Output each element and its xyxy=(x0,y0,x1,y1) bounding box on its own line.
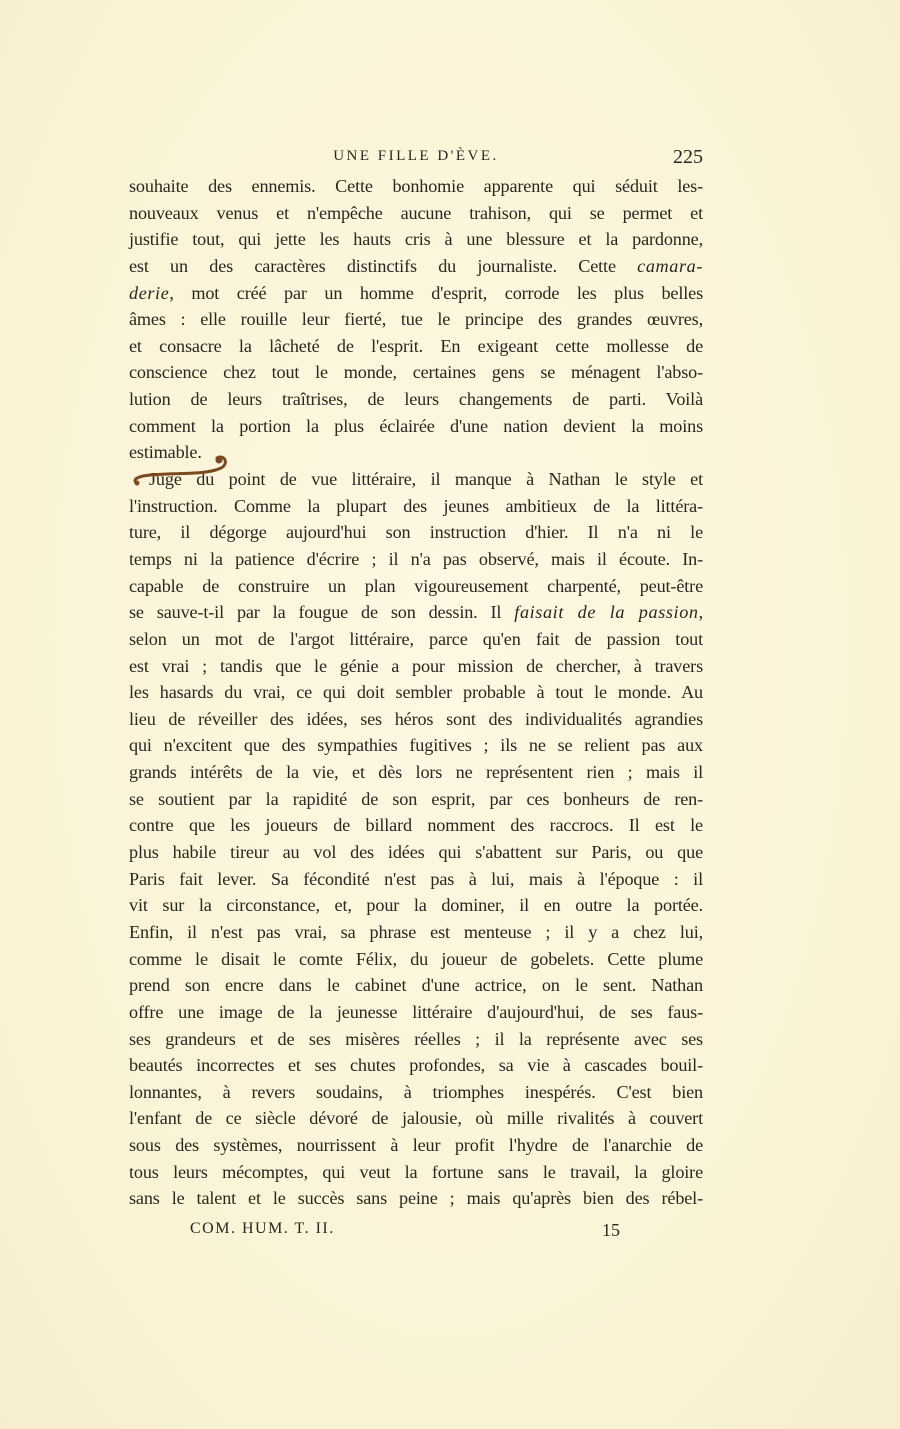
text-segment: est vrai ; tandis que le génie a pour mission de chercher, à travers xyxy=(129,655,703,676)
text-line xyxy=(129,226,703,253)
text-line xyxy=(129,386,703,413)
text-segment: plus habile tireur au vol des idées qui s'abattent sur Paris, ou que xyxy=(129,842,703,863)
text-segment: âmes : elle rouille leur fierté, tue le principe des grandes œuvres, xyxy=(129,309,703,330)
text-line xyxy=(129,173,703,200)
text-line xyxy=(129,519,703,546)
text-line xyxy=(129,1159,703,1186)
text-segment: lonnantes, à revers soudains, à triomphes inespérés. C'est bien xyxy=(129,1081,703,1102)
text-segment: Paris fait lever. Sa fécondité n'est pas à lui, mais à l'époque : il xyxy=(129,868,703,889)
text-line xyxy=(129,306,703,333)
text-line xyxy=(129,333,703,360)
text-segment: conscience chez tout le monde, certaines gens se ménagent l'abso- xyxy=(129,362,703,383)
text-line xyxy=(129,786,703,813)
text-segment: lution de leurs traîtrises, de leurs changements de parti. Voilà xyxy=(129,389,703,410)
text-segment: , mot créé par un homme d'esprit, corrode les plus belles xyxy=(169,282,703,303)
text-segment: l'instruction. Comme la plupart des jeunes ambitieux de la littéra- xyxy=(129,495,703,516)
text-line xyxy=(129,679,703,706)
text-line xyxy=(129,200,703,227)
text-line xyxy=(129,1105,703,1132)
text-line xyxy=(129,546,703,573)
text-line xyxy=(129,1026,703,1053)
text-segment: et consacre la lâcheté de l'esprit. En exigeant cette mollesse de xyxy=(129,335,703,356)
text-line xyxy=(129,839,703,866)
italic-text: derie xyxy=(129,282,170,303)
text-line xyxy=(129,653,703,680)
text-segment: Jugé du point de vue littéraire, il manque à Nathan le style et xyxy=(149,469,703,490)
text-line xyxy=(129,812,703,839)
text-line xyxy=(129,919,703,946)
text-line xyxy=(129,573,703,600)
text-line xyxy=(129,599,703,626)
text-line xyxy=(129,706,703,733)
text-segment: souhaite des ennemis. Cette bonhomie apparente qui séduit les- xyxy=(129,176,703,196)
text-segment: ture, il dégorge aujourd'hui son instruction d'hier. Il n'a ni le xyxy=(129,522,703,543)
text-segment: prend son encre dans le cabinet d'une actrice, on le sent. Nathan xyxy=(129,975,703,996)
text-line xyxy=(129,280,703,307)
text-segment: lieu de réveiller des idées, ses héros sont des individualités agrandies xyxy=(129,708,703,729)
text-segment: Enfin, il n'est pas vrai, sa phrase est menteuse ; il y a chez lui, xyxy=(129,921,703,942)
text-segment: capable de construire un plan vigoureusement charpenté, peut-être xyxy=(129,575,703,596)
sheet-number: 15 xyxy=(602,1220,620,1240)
text-line xyxy=(129,732,703,759)
text-line xyxy=(129,1132,703,1159)
text-segment: l'enfant de ce siècle dévoré de jalousie, où mille rivalités à couvert xyxy=(129,1108,703,1129)
text-line xyxy=(129,759,703,786)
signature-mark: COM. HUM. T. II. xyxy=(190,1220,335,1237)
text-line xyxy=(129,359,703,386)
text-segment: sous des systèmes, nourrissent à leur profit l'hydre de l'anarchie de xyxy=(129,1135,703,1156)
running-head xyxy=(129,146,703,170)
text-line xyxy=(129,866,703,893)
text-line xyxy=(129,972,703,999)
italic-text: faisait de la passion xyxy=(514,602,699,623)
text-line xyxy=(129,253,703,280)
text-segment: contre que les joueurs de billard nomment des raccrocs. Il est le xyxy=(129,815,703,836)
text-segment: tous leurs mécomptes, qui veut la fortune sans le travail, la gloire xyxy=(129,1161,703,1182)
running-title: UNE FILLE D'ÈVE. xyxy=(333,148,499,164)
text-segment: nouveaux venus et n'empêche aucune trahison, qui se permet et xyxy=(129,202,703,223)
text-segment: se soutient par la rapidité de son esprit, par ces bonheurs de ren- xyxy=(129,788,703,809)
text-segment: qui n'excitent que des sympathies fugitives ; ils ne se relient pas aux xyxy=(129,735,703,756)
text-line xyxy=(129,999,703,1026)
text-segment: justifie tout, qui jette les hauts cris à une blessure et la pardonne, xyxy=(129,229,703,250)
text-line xyxy=(129,493,703,520)
text-line xyxy=(129,946,703,973)
text-segment: sans le talent et le succès sans peine ; mais qu'après bien des rébel- xyxy=(129,1188,703,1209)
italic-text: camara- xyxy=(637,255,703,276)
text-segment: ses grandeurs et de ses misères réelles ; il la représente avec ses xyxy=(129,1028,703,1049)
body-text xyxy=(129,173,703,1212)
page-number: 225 xyxy=(673,146,703,168)
text-line xyxy=(129,1079,703,1106)
text-segment: estimable. xyxy=(129,442,202,463)
text-segment: beautés incorrectes et ses chutes profondes, sa vie à cascades bouil- xyxy=(129,1055,703,1076)
text-segment: temps ni la patience d'écrire ; il n'a pas observé, mais il écoute. In- xyxy=(129,548,703,569)
text-segment: grands intérêts de la vie, et dès lors ne représentent rien ; mais il xyxy=(129,762,703,783)
text-line xyxy=(129,1052,703,1079)
handwritten-paragraph-mark xyxy=(125,450,235,490)
text-segment: est un des caractères distinctifs du journaliste. Cette xyxy=(129,255,638,276)
text-segment: comme le disait le comte Félix, du joueur de gobelets. Cette plume xyxy=(129,948,703,969)
text-line xyxy=(129,413,703,440)
text-segment: , xyxy=(698,602,703,623)
text-line xyxy=(129,626,703,653)
text-segment: les hasards du vrai, ce qui doit sembler probable à tout le monde. Au xyxy=(129,682,703,703)
text-line xyxy=(129,892,703,919)
text-segment: vit sur la circonstance, et, pour la dominer, il en outre la portée. xyxy=(129,895,703,916)
text-segment: selon un mot de l'argot littéraire, parce qu'en fait de passion tout xyxy=(129,628,703,649)
text-segment: offre une image de la jeunesse littéraire d'aujourd'hui, de ses faus- xyxy=(129,1001,703,1022)
text-segment: comment la portion la plus éclairée d'une nation devient la moins xyxy=(129,415,703,436)
text-segment: se sauve-t-il par la fougue de son dessin. Il xyxy=(129,602,515,623)
text-line xyxy=(129,1185,703,1212)
page-footer xyxy=(0,1220,900,1244)
